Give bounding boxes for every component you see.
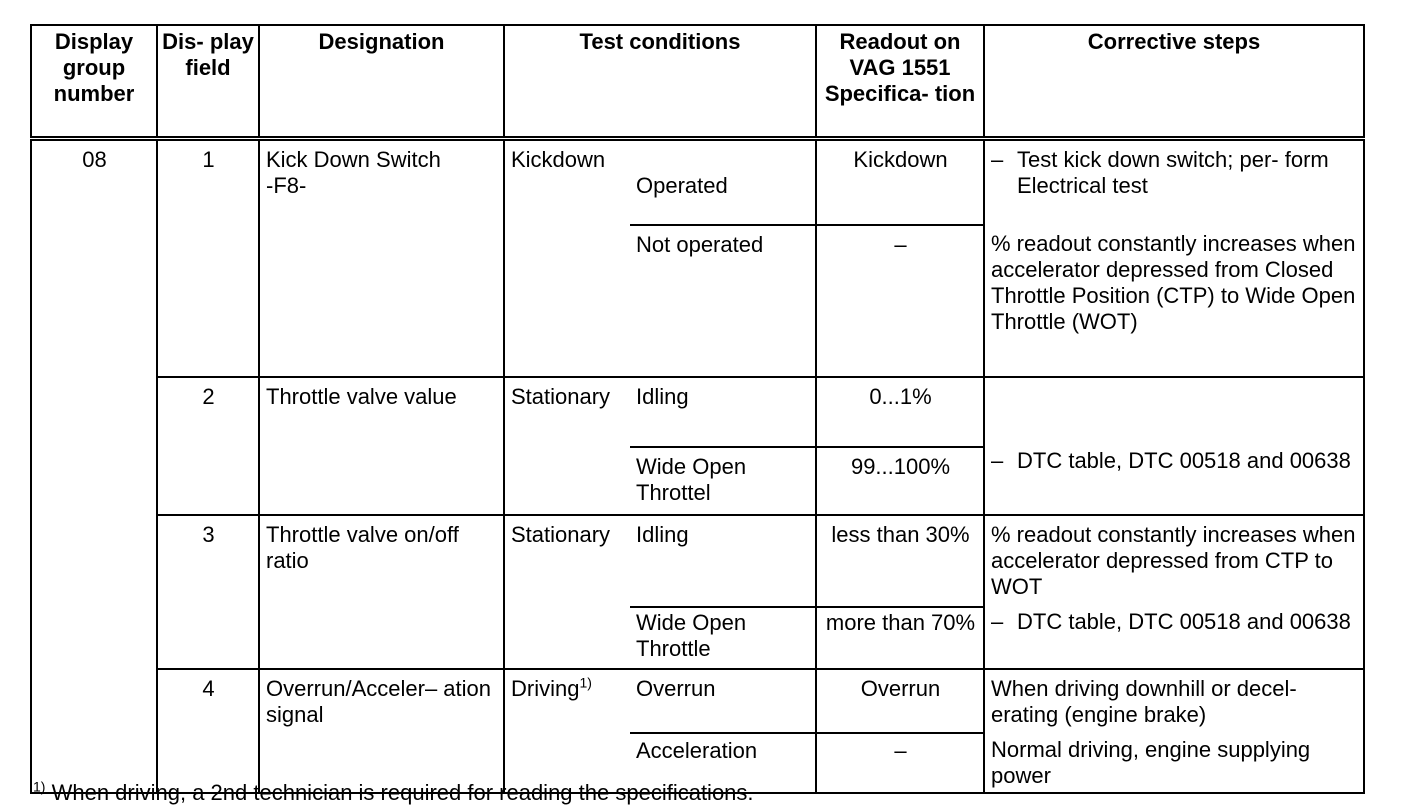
corrective-cell: When driving downhill or decel- erating (engine brake) <box>984 669 1364 733</box>
readout-cell: – <box>816 733 984 793</box>
table-row <box>31 515 1364 607</box>
footnote-marker: 1) <box>579 674 592 691</box>
condition-cell: Stationary <box>504 377 630 515</box>
dash-bullet: – <box>991 608 1004 634</box>
designation-cell: Throttle valve on/off ratio <box>259 515 504 669</box>
readout-cell: 99...100% <box>816 447 984 515</box>
designation-cell: Overrun/Acceler– ation signal <box>259 669 504 793</box>
field-cell: 2 <box>157 377 259 515</box>
corrective-cell: % readout constantly increases when accelerator depressed from CTP to WOT <box>984 515 1364 607</box>
corrective-text: DTC table, DTC 00518 and 00638 <box>1017 447 1351 473</box>
dash-item <box>991 147 1358 199</box>
header-row <box>31 25 1364 139</box>
corrective-text: DTC table, DTC 00518 and 00638 <box>1017 608 1351 634</box>
corrective-cell <box>984 607 1364 669</box>
measuring-block-table <box>30 24 1365 794</box>
sub-condition-cell: Idling <box>630 377 816 447</box>
table-row <box>31 669 1364 733</box>
sub-condition-cell: Not operated <box>630 225 816 377</box>
footnote-marker: 1) <box>33 778 46 795</box>
corrective-cell: % readout constantly increases when accelerator depressed from Closed Throttle Position (CTP) to Wide Open Throttle (WOT) <box>984 225 1364 377</box>
header-test-conditions: Test conditions <box>504 25 816 139</box>
header-display-group-number: Display group number <box>31 25 157 139</box>
corrective-text: Test kick down switch; per- form Electrical test <box>1017 147 1329 198</box>
sub-condition-cell: Acceleration <box>630 733 816 793</box>
header-designation: Designation <box>259 25 504 139</box>
dash-bullet: – <box>991 147 1004 172</box>
field-cell: 4 <box>157 669 259 793</box>
sub-condition-cell: Wide Open Throttel <box>630 447 816 515</box>
readout-cell: more than 70% <box>816 607 984 669</box>
header-corrective-steps: Corrective steps <box>984 25 1364 139</box>
field-cell: 1 <box>157 139 259 377</box>
dash-item <box>991 609 1358 635</box>
corrective-cell <box>984 377 1364 515</box>
designation-cell: Throttle valve value <box>259 377 504 515</box>
readout-cell: Overrun <box>816 669 984 733</box>
sub-condition-cell: Wide Open Throttle <box>630 607 816 669</box>
header-readout: Readout on VAG 1551 Specifica- tion <box>816 25 984 139</box>
readout-cell: – <box>816 225 984 377</box>
dash-item <box>991 448 1358 474</box>
table-row <box>31 139 1364 225</box>
footnote-text: When driving, a 2nd technician is required for reading the specifications. <box>51 780 754 805</box>
sub-condition-cell: Overrun <box>630 669 816 733</box>
diagnostic-table-container <box>30 24 1363 794</box>
designation-line: Kick Down Switch <box>266 147 441 172</box>
readout-cell: Kickdown <box>816 139 984 225</box>
condition-cell <box>504 669 630 793</box>
designation-cell <box>259 139 504 377</box>
sub-condition-cell: Operated <box>630 139 816 225</box>
field-cell: 3 <box>157 515 259 669</box>
condition-text: Driving <box>511 675 580 701</box>
condition-cell: Stationary <box>504 515 630 669</box>
condition-cell: Kickdown <box>504 139 630 377</box>
sub-condition-cell: Idling <box>630 515 816 607</box>
corrective-cell: Normal driving, engine supplying power <box>984 733 1364 793</box>
designation-line: -F8- <box>266 173 307 198</box>
footnote <box>33 780 754 806</box>
header-display-field: Dis- play field <box>157 25 259 139</box>
readout-cell: 0...1% <box>816 377 984 447</box>
group-number-cell: 08 <box>31 139 157 793</box>
corrective-cell <box>984 139 1364 225</box>
table-row <box>31 377 1364 447</box>
readout-cell: less than 30% <box>816 515 984 607</box>
dash-bullet: – <box>991 447 1004 473</box>
